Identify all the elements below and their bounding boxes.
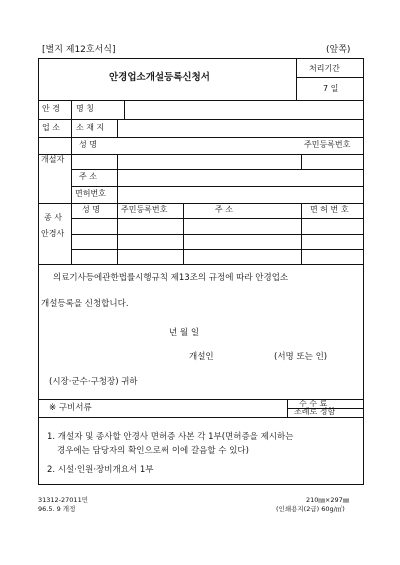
founder-license-label: 면허번호 (75, 189, 106, 198)
rule (71, 186, 363, 187)
employee-section-label: 종 사 (44, 213, 62, 222)
founder-address-label: 주 소 (79, 172, 97, 181)
founder-name-label: 성 명 (79, 140, 97, 149)
employee-col-license: 면 허 번 호 (310, 205, 349, 214)
document-item-1: 1. 개설자 및 종사할 안경사 면허증 사본 각 1부(면허증을 제시하는 (47, 432, 294, 442)
form-number: [별지 제12호서식] (42, 45, 116, 55)
founder-name-field[interactable] (118, 155, 300, 169)
employee-col-name: 성 명 (82, 205, 100, 214)
document-item-1-cont: 경우에는 담당자의 확인으로써 이에 갈음할 수 있다) (57, 446, 249, 456)
fee-label: 수 수 료 (299, 399, 328, 408)
founder-license-field[interactable] (118, 188, 361, 202)
rule (39, 264, 363, 265)
shop-section-label: 업 소 (42, 123, 60, 132)
employee-section-label: 안경사 (41, 229, 65, 238)
employee-col-id: 주민등록번호 (121, 205, 168, 214)
rule (39, 119, 363, 120)
processing-period-label: 처리기간 (309, 64, 340, 73)
founder-section-label: 개설자 (41, 155, 65, 164)
revision-date: 96.5. 9 개정 (38, 505, 76, 513)
shop-name-label: 명 칭 (76, 104, 94, 113)
employee-col-address: 주 소 (215, 205, 233, 214)
shop-name-field[interactable] (125, 102, 361, 118)
rule (39, 417, 363, 418)
form-title: 안경업소개설등록신청서 (109, 72, 210, 83)
document-item-2: 2. 시설·인원·장비개요서 1부 (47, 465, 154, 475)
rule (296, 59, 297, 101)
shop-address-field[interactable] (118, 121, 361, 136)
processing-period-value: 7 일 (323, 84, 339, 93)
founder-address-field[interactable] (118, 171, 361, 185)
fee-value: 조례로 정함 (294, 407, 336, 416)
rule (71, 249, 363, 250)
rule (296, 77, 363, 78)
page-side-label: (앞쪽) (326, 45, 351, 55)
signature-label: (서명 또는 인) (274, 352, 328, 362)
rule (301, 154, 302, 170)
paper-spec: (인쇄용지(2급) 60g/㎡) (276, 505, 345, 513)
rule (71, 169, 363, 170)
shop-address-label: 소 재 지 (76, 123, 105, 132)
rule (39, 100, 363, 101)
required-documents-label: ※ 구비서류 (49, 403, 92, 413)
request-statement: 개설등록을 신청합니다. (41, 299, 129, 309)
request-statement: 의료기사등에관한법률시행규칙 제13조의 규정에 따라 안경업소 (53, 273, 289, 283)
rule (39, 203, 363, 204)
addressee: (시장·군수·구청장) 귀하 (49, 377, 138, 387)
shop-section-label: 안 경 (42, 104, 60, 113)
rule (71, 218, 363, 219)
date-line: 년 월 일 (169, 328, 200, 338)
form-code: 31312-27011민 (38, 496, 88, 504)
founder-id-label: 주민등록번호 (304, 140, 351, 149)
paper-size: 210㎜×297㎜ (306, 496, 350, 504)
rule (39, 137, 363, 138)
rule (117, 203, 118, 265)
rule (287, 399, 288, 418)
rule (71, 234, 363, 235)
application-form (38, 58, 364, 485)
rule (301, 203, 302, 265)
rule (71, 100, 72, 265)
applicant-label: 개설인 (189, 352, 214, 362)
rule (183, 203, 184, 265)
